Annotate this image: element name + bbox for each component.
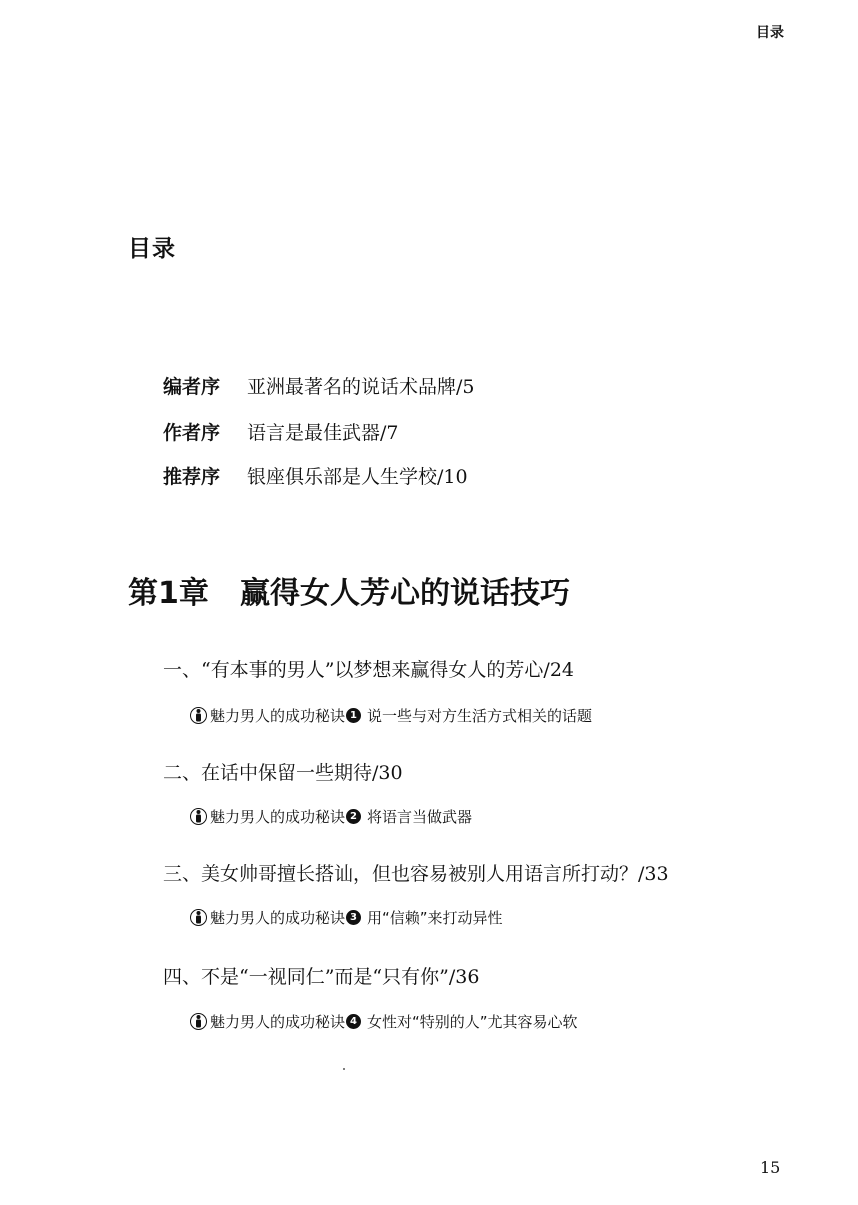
section-4-title: 四、不是“一视同仁”而是“只有你”/36 [163, 966, 480, 988]
running-head: 目录 [756, 25, 784, 41]
chapter-title: 赢得女人芳心的说话技巧 [240, 576, 570, 611]
section-3-title: 三、美女帅哥擅长搭讪，但也容易被别人用语言所打动？/33 [163, 863, 669, 885]
person-icon [190, 1013, 207, 1030]
preface-author [163, 418, 399, 445]
tip-number-badge: 4 [346, 1014, 361, 1029]
chapter-number: 第1章 [128, 576, 209, 611]
tip-text: 将语言当做武器 [367, 808, 473, 826]
preface-editor [163, 372, 475, 399]
section-1-tip [190, 705, 592, 726]
preface-title: 亚洲最著名的说话术品牌/5 [247, 376, 475, 398]
preface-title: 语言是最佳武器/7 [247, 422, 399, 444]
section-3-tip [190, 907, 503, 928]
page-number: 15 [760, 1158, 781, 1177]
section-4-tip [190, 1011, 578, 1032]
section-2-title: 二、在话中保留一些期待/30 [163, 762, 403, 784]
tip-text: 女性对“特别的人”尤其容易心软 [367, 1013, 578, 1031]
preface-recommend [163, 462, 468, 489]
scan-speck [343, 1068, 345, 1070]
tip-number-badge: 2 [346, 809, 361, 824]
preface-label: 编者序 [163, 376, 221, 398]
preface-title: 银座俱乐部是人生学校/10 [247, 466, 468, 488]
tip-label: 魅力男人的成功秘诀 [210, 1013, 346, 1031]
person-icon [190, 909, 207, 926]
tip-number-badge: 1 [346, 708, 361, 723]
preface-label: 推荐序 [163, 466, 221, 488]
section-1-title: 一、“有本事的男人”以梦想来赢得女人的芳心/24 [163, 659, 575, 681]
person-icon [190, 808, 207, 825]
tip-number-badge: 3 [346, 910, 361, 925]
tip-label: 魅力男人的成功秘诀 [210, 707, 346, 725]
section-2-tip [190, 806, 472, 827]
toc-heading: 目录 [128, 235, 176, 262]
preface-label: 作者序 [163, 422, 221, 444]
tip-text: 用“信赖”来打动异性 [367, 909, 503, 927]
tip-label: 魅力男人的成功秘诀 [210, 808, 346, 826]
person-icon [190, 707, 207, 724]
tip-label: 魅力男人的成功秘诀 [210, 909, 346, 927]
tip-text: 说一些与对方生活方式相关的话题 [367, 707, 593, 725]
chapter-heading [128, 568, 570, 612]
